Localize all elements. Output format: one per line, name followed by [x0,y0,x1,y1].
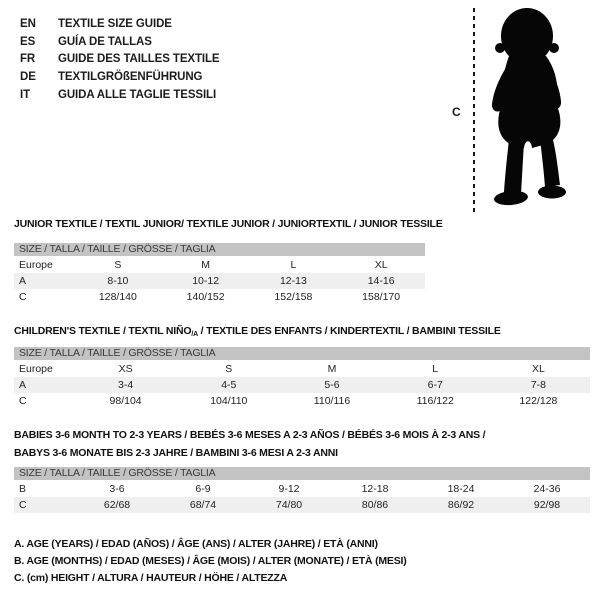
table-cell: M [327,363,337,375]
babies-table-titles [14,426,485,462]
table-row [14,257,425,273]
table-cell: 122/128 [519,395,558,407]
table-title-text: BABIES 3-6 MONTH TO 2-3 YEARS / BEBÉS 3-6 MESES A 2-3 AÑOS / BÉBÉS 3-6 MOIS À 2-3 ANS / [14,429,486,441]
table-row [14,377,590,393]
table-cell: 3-4 [118,379,134,391]
language-row [20,86,220,104]
table-title-text: JUNIOR TEXTILE / TEXTIL JUNIOR/ TEXTILE JUNIOR / JUNIORTEXTIL / JUNIOR TESSILE [14,218,443,230]
row-label: B [19,483,27,495]
height-measure-dashed-line [473,8,475,212]
table-cell: 10-12 [192,275,220,287]
size-header-bar: SIZE / TALLA / TAILLE / GRÖSSE / TAGLIA [14,347,590,360]
row-label: C [19,395,27,407]
height-marker-label: C [452,105,461,119]
table-cell: 140/152 [186,291,225,303]
table-cell: L [432,363,439,375]
language-code: EN [20,17,36,30]
language-row [20,33,220,51]
language-row [20,15,220,33]
table-title [14,444,485,462]
babies-size-table [14,467,590,513]
table-cell: 128/140 [98,291,137,303]
language-title: GUIDE DES TAILLES TEXTILE [58,53,220,66]
language-code: FR [20,53,36,66]
table-cell: 4-5 [221,379,237,391]
table-title-subscript: /A [191,331,198,338]
table-title [14,215,443,233]
table-cell: 62/68 [103,499,131,511]
table-cell: XS [118,363,133,375]
table-row [14,289,425,305]
legend [14,536,407,587]
table-cell: 104/110 [210,395,248,407]
table-row [14,497,590,513]
table-cell: 8-10 [107,275,129,287]
table-cell: 74/80 [275,499,303,511]
language-title: GUIDA ALLE TAGLIE TESSILI [58,89,217,102]
table-cell: 110/116 [313,395,351,407]
childrens-table-titles [14,322,501,340]
table-cell: 6-7 [427,379,443,391]
table-cell: 3-6 [109,483,125,495]
row-label: C [19,291,27,303]
table-title [14,322,501,340]
table-title-text: CHILDREN'S TEXTILE / TEXTIL NIÑO [14,325,192,337]
language-code: IT [20,89,31,102]
legend-line: B. AGE (MONTHS) / EDAD (MESES) / ÂGE (MOIS) / ALTER (MONATE) / ETÀ (MESI) [14,555,407,567]
table-row [14,393,590,409]
table-cell: L [290,259,297,271]
legend-line: C. (cm) HEIGHT / ALTURA / HAUTEUR / HÖHE / ALTEZZA [14,572,288,584]
toddler-silhouette-icon [486,6,576,212]
table-title [14,426,485,444]
language-list [20,15,220,104]
junior-size-table [14,243,425,305]
table-cell: 86/92 [447,499,475,511]
table-cell: 80/86 [361,499,389,511]
row-label: Europe [19,259,53,271]
language-code: DE [20,71,36,84]
size-header-bar: SIZE / TALLA / TAILLE / GRÖSSE / TAGLIA [14,243,425,256]
childrens-size-table [14,347,590,409]
language-code: ES [20,35,36,48]
junior-table-titles [14,215,443,233]
table-title-text: BABYS 3-6 MONATE BIS 2-3 JAHRE / BAMBINI 3-6 MESI A 2-3 ANNI [14,447,338,459]
language-title: TEXTILGRÖßENFÜHRUNG [58,71,203,84]
size-header-bar: SIZE / TALLA / TAILLE / GRÖSSE / TAGLIA [14,467,590,480]
table-cell: 5-6 [324,379,340,391]
table-cell: 7-8 [530,379,546,391]
table-cell: 68/74 [189,499,217,511]
table-cell: M [201,259,210,271]
table-cell: 18-24 [447,483,475,495]
table-row [14,273,425,289]
table-cell: 6-9 [195,483,211,495]
table-cell: 24-36 [533,483,561,495]
row-label: A [19,379,27,391]
table-cell: S [225,363,233,375]
row-label: C [19,499,27,511]
table-cell: 9-12 [278,483,300,495]
table-cell: 98/104 [109,395,142,407]
language-row [20,68,220,86]
legend-line: A. AGE (YEARS) / EDAD (AÑOS) / ÂGE (ANS) / ALTER (JAHRE) / ETÀ (ANNI) [14,538,378,550]
table-row [14,361,590,377]
table-cell: 158/170 [362,291,401,303]
table-cell: XL [374,259,388,271]
language-row [20,51,220,69]
table-cell: 12-13 [279,275,307,287]
table-title-text: / TEXTILE DES ENFANTS / KINDERTEXTIL / BAMBINI TESSILE [197,325,501,337]
table-cell: 92/98 [533,499,561,511]
language-title: GUÍA DE TALLAS [58,35,152,48]
row-label: Europe [19,363,53,375]
table-row [14,481,590,497]
table-cell: 14-16 [367,275,395,287]
table-cell: 12-18 [361,483,389,495]
language-title: TEXTILE SIZE GUIDE [58,17,172,30]
row-label: A [19,275,27,287]
table-cell: 152/158 [274,291,313,303]
table-cell: XL [531,363,545,375]
table-cell: S [114,259,122,271]
table-cell: 116/122 [416,395,454,407]
